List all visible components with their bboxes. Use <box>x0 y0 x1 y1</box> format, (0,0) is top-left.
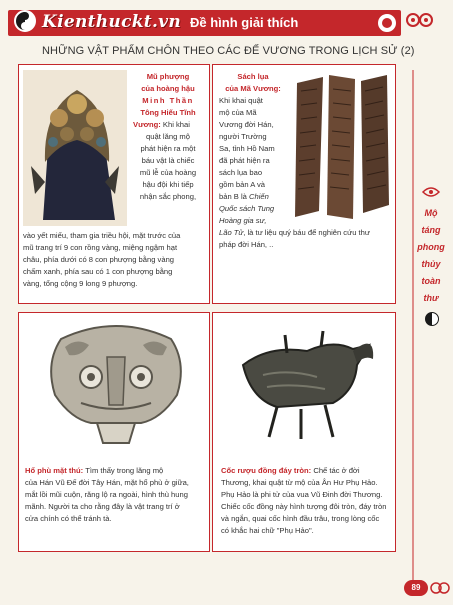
section-title: Đề hình giải thích <box>190 15 299 30</box>
sidebar-label-1: Mộ <box>424 208 438 218</box>
talisman-line-5: cửa chính có thể tránh tà. <box>25 514 112 523</box>
phoenix-crown-side-5: mũ lễ của hoàng <box>139 168 197 177</box>
sidebar-label-5: toàn <box>421 276 441 286</box>
silk-line-13: pháp đời Hán, .. <box>219 240 274 249</box>
silk-line-3: Vương đời Hán, <box>219 120 274 129</box>
sidebar-label-3: phong <box>417 242 445 252</box>
phoenix-crown-body-2: mũ trang trí 9 con rồng vàng, miệng ngậm hạt <box>23 243 178 252</box>
cup-line-3: Phụ Hảo là phi tử của vua Vũ Đinh đời Thương. <box>221 490 383 499</box>
header-badge-icon <box>376 12 398 34</box>
silk-caption-1: Sách lụa <box>237 72 269 81</box>
panel-tiger-talisman <box>18 312 210 552</box>
panel-phoenix-crown <box>18 64 210 304</box>
phoenix-crown-side-4: báu vật là chiếc <box>141 156 195 165</box>
panel-silk-manuscript <box>212 64 396 304</box>
sidebar-label-6: thư <box>423 293 439 303</box>
swirl-ornament-icon <box>404 8 440 32</box>
phoenix-crown-side-2: quật lăng mộ <box>146 132 190 141</box>
silk-line-8: gồm bản A và <box>219 180 266 189</box>
talisman-line-2: của Hán Vũ Đế đời Tây Hán, mặt hổ phù ở giữa, <box>25 478 189 487</box>
silk-line-5: Sa, tỉnh Hồ Nam <box>219 144 275 153</box>
cup-line-4: Chiếc cốc đồng này hình tượng đôi tròn, đáy tròn <box>221 502 387 511</box>
silk-line-10: Quốc sách Tung <box>219 204 275 213</box>
silk-line-12: Lão Tử, là tư liệu quý báu để nghiên cứu thư <box>219 228 370 237</box>
sidebar-label-4: thủy <box>421 259 441 269</box>
sidebar-label-2: táng <box>421 225 441 235</box>
site-name: Kienthuckt.vn <box>42 12 182 32</box>
bronze-cup-photo <box>229 325 381 443</box>
phoenix-crown-photo <box>23 70 127 226</box>
phoenix-crown-body-1: vào yết miếu, tham gia triều hội, mặt trước của <box>23 231 181 240</box>
phoenix-crown-caption-3: Minh Thần <box>142 96 194 105</box>
phoenix-crown-caption-4: Tông Hiếu Tĩnh <box>140 108 196 117</box>
cup-line-1: Cốc rượu đồng đáy tròn: Chế tác ở đời <box>221 466 360 475</box>
silk-line-2: mộ của Mã <box>219 108 257 117</box>
page-subtitle: NHỮNG VẬT PHẨM CHÔN THEO CÁC ĐẾ VƯƠNG TRONG LỊCH SỬ (2) <box>42 45 415 57</box>
page-number: 89 <box>404 580 428 596</box>
silk-line-7: sách lụa bao <box>219 168 263 177</box>
silk-line-11: Hoàng gia sư, <box>219 216 267 225</box>
silk-line-6: đã phát hiện ra <box>219 156 270 165</box>
cup-line-5: và ngắn, quai cốc hình đầu trâu, trong lòng cốc <box>221 514 380 523</box>
phoenix-crown-caption-2: của hoàng hậu <box>141 84 195 93</box>
phoenix-crown-body-5: vàng, tổng cộng 9 long 9 phượng. <box>23 279 138 288</box>
phoenix-crown-side-7: nhận sắc phong, <box>139 192 197 201</box>
swirl-ornament-bottom-icon <box>429 578 451 598</box>
yin-yang-icon <box>14 10 36 32</box>
silk-manuscript-photo <box>293 71 391 223</box>
silk-line-4: người Trường <box>219 132 267 141</box>
cup-line-2: Thương, khai quật từ mộ của Ân Hư Phụ Hảo. <box>221 478 378 487</box>
sidebar-yin-yang-icon <box>425 312 439 326</box>
phoenix-crown-side-3: phát hiện ra một <box>140 144 196 153</box>
talisman-line-3: mắt lồi mũi cuộn, răng lộ ra ngoài, hình thù hung <box>25 490 188 499</box>
phoenix-crown-body-3: châu, phía dưới có 8 con phượng bằng vàng <box>23 255 175 264</box>
silk-line-9: bản B là Chiến <box>219 192 269 201</box>
phoenix-crown-body-4: chấm xanh, phía sau có 1 con phượng bằng <box>23 267 173 276</box>
site-logo[interactable] <box>8 6 182 40</box>
talisman-line-4: mãnh. Người ta cho rằng đây là vật trang trí ở <box>25 502 180 511</box>
silk-line-1: Khi khai quật <box>219 96 263 105</box>
panel-bronze-cup <box>212 312 396 552</box>
talisman-line-1: Hổ phù mặt thú: Tìm thấy trong lăng mộ <box>25 466 164 475</box>
tiger-talisman-photo <box>41 319 191 447</box>
sidebar-ornament <box>405 70 445 590</box>
phoenix-crown-side-6: hậu đội khi tiếp <box>142 180 194 189</box>
cup-line-6: có khắc hai chữ "Phụ Hảo". <box>221 526 314 535</box>
silk-caption-2: của Mã Vương: <box>225 84 281 93</box>
phoenix-crown-side-1: Vương: Khi khai <box>133 120 190 129</box>
phoenix-crown-caption-1: Mũ phượng <box>146 72 190 81</box>
sidebar-book-title <box>414 205 448 307</box>
